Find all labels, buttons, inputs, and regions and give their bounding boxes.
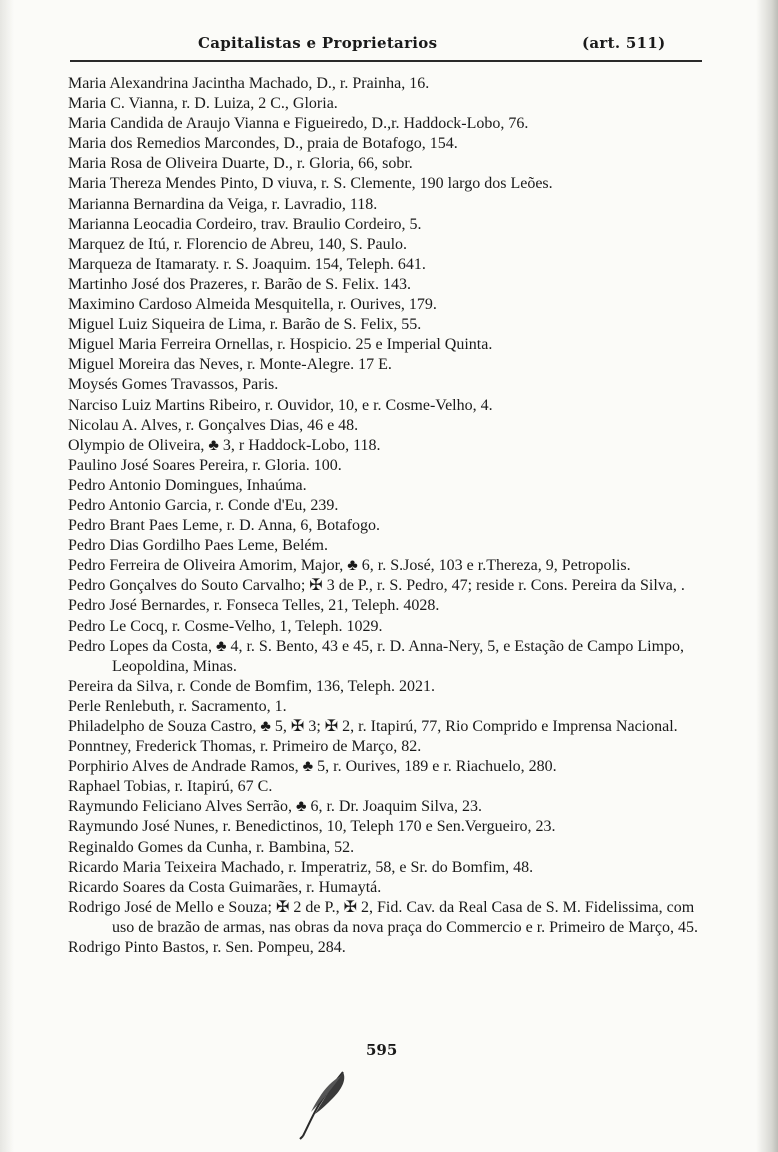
directory-entry: Reginaldo Gomes da Cunha, r. Bambina, 52.: [68, 838, 355, 856]
header-title: Capitalistas e Proprietarios: [198, 34, 438, 52]
directory-entry: Pedro Antonio Domingues, Inhaúma.: [68, 476, 307, 494]
directory-entry: Marianna Bernardina da Veiga, r. Lavradio, 118.: [68, 195, 378, 213]
directory-entry: Olympio de Oliveira, ♣ 3, r Haddock-Lobo, 118.: [68, 436, 381, 454]
directory-entry: Pedro Gonçalves do Souto Carvalho; ✠ 3 de P., r. S. Pedro, 47; reside r. Cons. Pereira da Silva, .: [68, 577, 685, 595]
directory-entry: Miguel Maria Ferreira Ornellas, r. Hospicio. 25 e Imperial Quinta.: [68, 336, 493, 354]
directory-entry: Porphirio Alves de Andrade Ramos, ♣ 5, r. Ourives, 189 e r. Riachuelo, 280.: [68, 758, 557, 776]
directory-entry: Perle Renlebuth, r. Sacramento, 1.: [68, 697, 287, 715]
directory-entry: Marqueza de Itamaraty. r. S. Joaquim. 154, Teleph. 641.: [68, 255, 426, 273]
directory-entry: Marquez de Itú, r. Florencio de Abreu, 140, S. Paulo.: [68, 235, 408, 253]
page-number: 595: [366, 1041, 398, 1059]
directory-entry: Pedro Brant Paes Leme, r. D. Anna, 6, Botafogo.: [68, 517, 380, 535]
directory-entry: Pedro Le Cocq, r. Cosme-Velho, 1, Teleph. 1029.: [68, 617, 383, 635]
directory-entry: Raymundo Feliciano Alves Serrão, ♣ 6, r. Dr. Joaquim Silva, 23.: [68, 798, 483, 816]
directory-entry: Pedro Antonio Garcia, r. Conde d'Eu, 239.: [68, 496, 339, 514]
directory-entry: Maria Alexandrina Jacintha Machado, D., r. Prainha, 16.: [68, 75, 430, 92]
header-section-number: (art. 511): [582, 34, 666, 52]
directory-entry: Pedro Dias Gordilho Paes Leme, Belém.: [68, 537, 328, 555]
page-left-edge: [0, 0, 14, 1152]
directory-entry: Pedro Ferreira de Oliveira Amorim, Major, ♣ 6, r. S.José, 103 e r.Thereza, 9, Petropolis.: [68, 557, 631, 575]
directory-entry: Narciso Luiz Martins Ribeiro, r. Ouvidor, 10, e r. Cosme-Velho, 4.: [68, 396, 493, 414]
directory-entry: Paulino José Soares Pereira, r. Gloria. 100.: [68, 456, 342, 474]
directory-entry: Rodrigo José de Mello e Souza; ✠ 2 de P., ✠ 2, Fid. Cav. da Real Casa de S. M. Fidelissima, com uso de brazão de armas, nas obras da nova praça do Commercio e r. Primeiro de Março, 45.: [68, 898, 699, 936]
directory-entry: Rodrigo Pinto Bastos, r. Sen. Pompeu, 284.: [68, 939, 346, 957]
directory-entry: Nicolau A. Alves, r. Gonçalves Dias, 46 e 48.: [68, 416, 359, 434]
running-header: [0, 0, 778, 70]
directory-entry: Raphael Tobias, r. Itapirú, 67 C.: [68, 778, 273, 796]
directory-entry: Miguel Moreira das Neves, r. Monte-Alegre. 17 E.: [68, 356, 392, 374]
directory-entry: Pedro Lopes da Costa, ♣ 4, r. S. Bento, 43 e 45, r. D. Anna-Nery, 5, e Estação de Campo Limpo, Leopoldina, Minas.: [68, 637, 685, 675]
directory-entry: Pereira da Silva, r. Conde de Bomfim, 136, Teleph. 2021.: [68, 677, 435, 695]
directory-entry: Ricardo Maria Teixeira Machado, r. Imperatriz, 58, e Sr. do Bomfim, 48.: [68, 858, 534, 876]
page-right-edge: [756, 0, 778, 1152]
quill-ornament-icon: [295, 1068, 355, 1140]
directory-entry: Miguel Luiz Siqueira de Lima, r. Barão de S. Felix, 55.: [68, 316, 422, 334]
directory-entry: Maria Thereza Mendes Pinto, D viuva, r. S. Clemente, 190 largo dos Leões.: [68, 175, 553, 193]
directory-entry: Maria dos Remedios Marcondes, D., praia de Botafogo, 154.: [68, 135, 458, 153]
directory-entry: Pedro José Bernardes, r. Fonseca Telles, 21, Teleph. 4028.: [68, 597, 440, 615]
directory-entry: Raymundo José Nunes, r. Benedictinos, 10, Teleph 170 e Sen.Vergueiro, 23.: [68, 818, 556, 836]
directory-entry: Maria C. Vianna, r. D. Luiza, 2 C., Gloria.: [68, 95, 338, 113]
directory-entry: Martinho José dos Prazeres, r. Barão de S. Felix. 143.: [68, 275, 412, 293]
directory-entry: Maria Rosa de Oliveira Duarte, D., r. Gloria, 66, sobr.: [68, 155, 413, 173]
directory-entry: Marianna Leocadia Cordeiro, trav. Braulio Cordeiro, 5.: [68, 215, 422, 233]
directory-entry: Maximino Cardoso Almeida Mesquitella, r. Ourives, 179.: [68, 296, 437, 314]
directory-entry: Philadelpho de Souza Castro, ♣ 5, ✠ 3; ✠ 2, r. Itapirú, 77, Rio Comprido e Imprensa Nacional.: [68, 718, 678, 735]
directory-entry: Ponntney, Frederick Thomas, r. Primeiro de Março, 82.: [68, 738, 422, 756]
directory-entry-list: [68, 74, 708, 958]
directory-entry: Moysés Gomes Travassos, Paris.: [68, 376, 279, 394]
directory-entry: Maria Candida de Araujo Vianna e Figueiredo, D.,r. Haddock-Lobo, 76.: [68, 115, 529, 133]
header-rule: [70, 60, 702, 62]
directory-entry: Ricardo Soares da Costa Guimarães, r. Humaytá.: [68, 878, 382, 896]
